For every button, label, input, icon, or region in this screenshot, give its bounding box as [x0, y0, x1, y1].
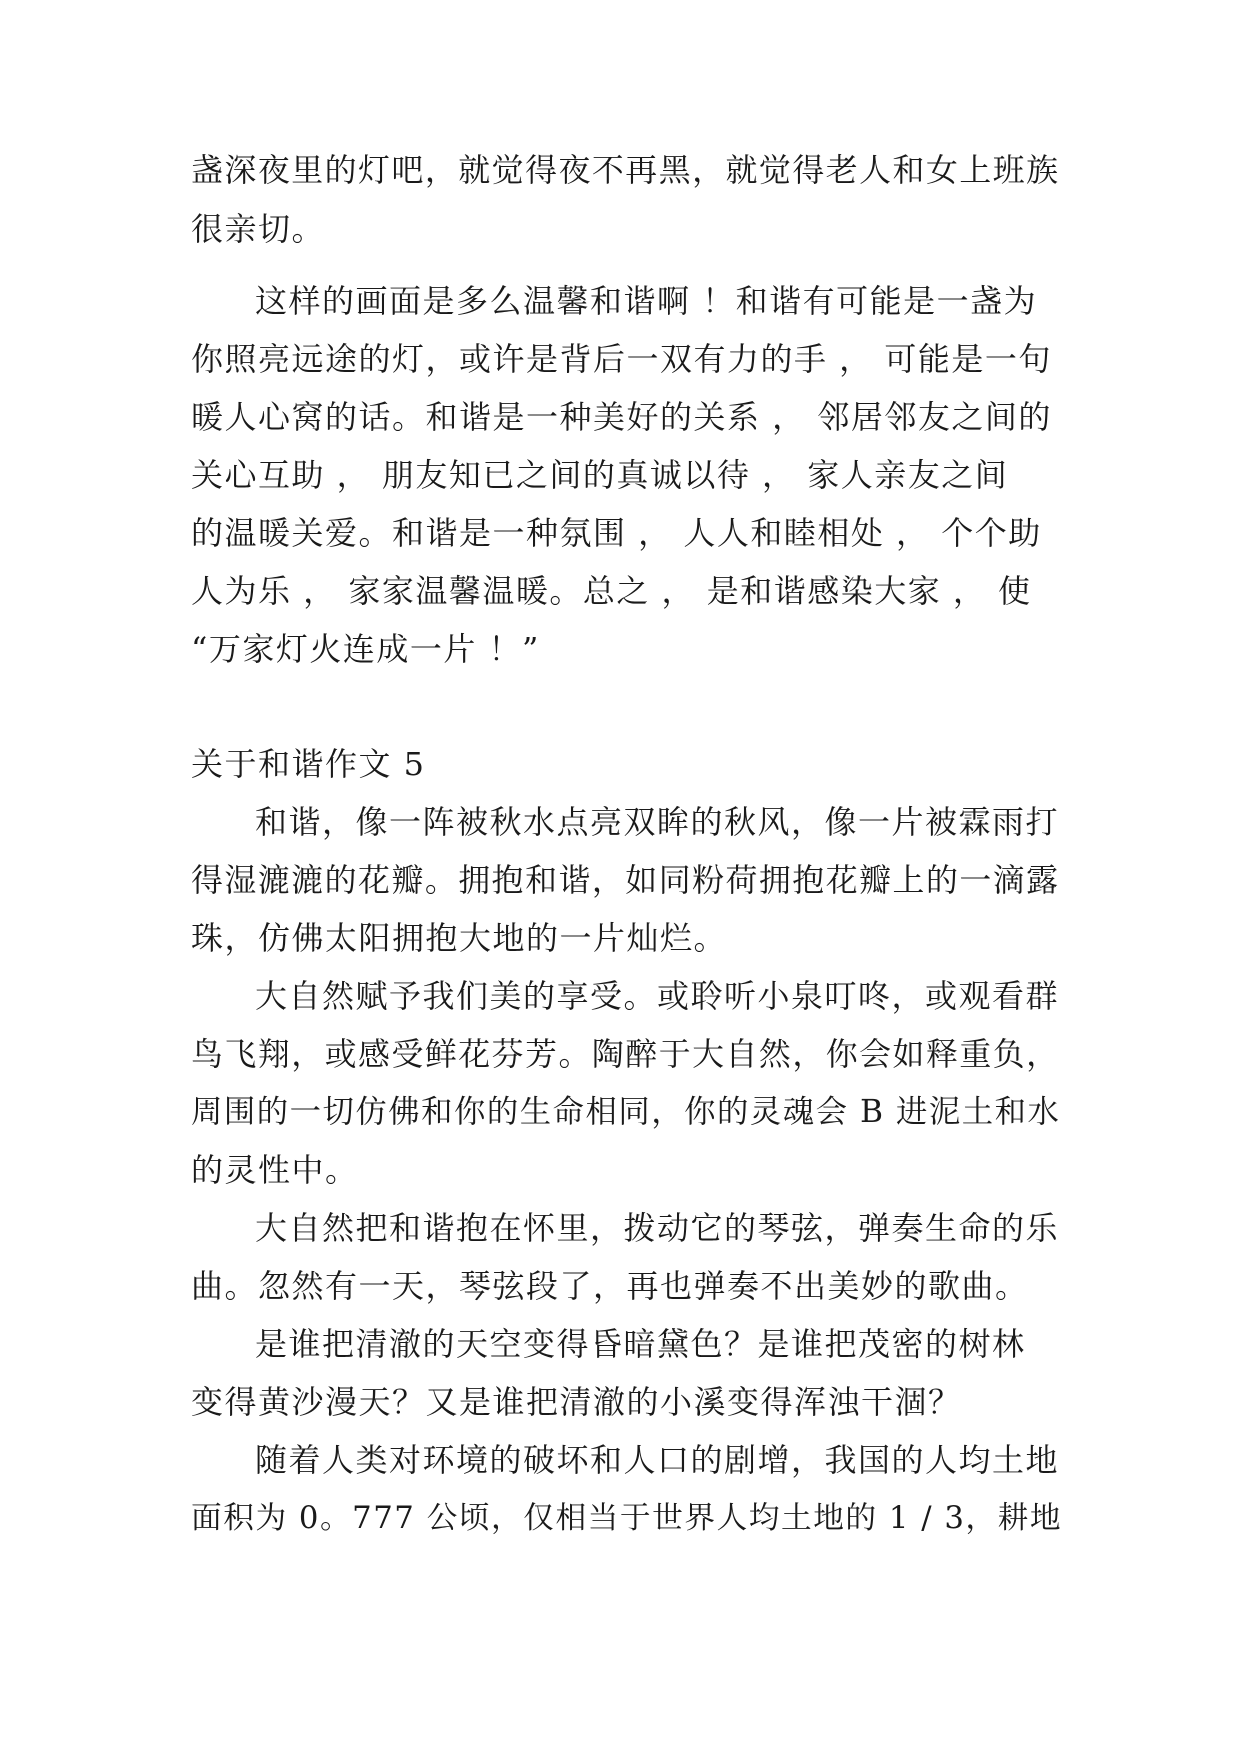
text-line: 暖人心窝的话。和谐是一种美好的关系 ， 邻居邻友之间的: [191, 398, 1052, 436]
paragraph-line: 大自然把和谐抱在怀里，拨动它的琴弦，弹奏生命的乐: [255, 1209, 1060, 1247]
text-line: 的温暖关爱。和谐是一种氛围 ， 人人和睦相处 ， 个个助: [191, 514, 1042, 552]
text-line: 面积为 0。777 公顷，仅相当于世界人均土地的 1 / 3，耕地: [191, 1500, 1063, 1536]
text-line: 变得黄沙漫天？又是谁把清澈的小溪变得浑浊干涸？: [191, 1383, 962, 1421]
text-line: 周围的一切仿佛和你的生命相同，你的灵魂会 B 进泥土和水: [191, 1094, 1061, 1130]
text-line: “万家灯火连成一片 ！”: [191, 630, 540, 668]
text-line: 曲。忽然有一天，琴弦段了，再也弹奏不出美妙的歌曲。: [191, 1267, 1029, 1305]
text-line: 盏深夜里的灯吧，就觉得夜不再黑，就觉得老人和女上班族: [191, 151, 1060, 189]
paragraph-line: 和谐，像一阵被秋水点亮双眸的秋风，像一片被霖雨打: [255, 803, 1060, 841]
text-line: 你照亮远途的灯，或许是背后一双有力的手 ， 可能是一句: [191, 340, 1052, 378]
text-line: 很亲切。: [191, 210, 326, 248]
paragraph-line: 这样的画面是多么温馨和谐啊 ！和谐有可能是一盏为: [255, 282, 1038, 320]
section-heading: 关于和谐作文 5: [191, 745, 426, 783]
text-line: 的灵性中。: [191, 1151, 359, 1189]
text-line: 得湿漉漉的花瓣。拥抱和谐，如同粉荷拥抱花瓣上的一滴露: [191, 861, 1060, 899]
text-line: 关心互助 ， 朋友知已之间的真诚以待 ， 家人亲友之间: [191, 456, 1009, 494]
paragraph-line: 大自然赋予我们美的享受。或聆听小泉叮咚，或观看群: [255, 977, 1060, 1015]
text-line: 人为乐 ， 家家温馨温暖。总之 ， 是和谐感染大家 ， 使: [191, 572, 1032, 610]
text-line: 鸟飞翔，或感受鲜花芬芳。陶醉于大自然，你会如释重负，: [191, 1035, 1060, 1073]
text-line: 珠，仿佛太阳拥抱大地的一片灿烂。: [191, 919, 728, 957]
paragraph-line: 随着人类对环境的破坏和人口的剧增，我国的人均土地: [255, 1441, 1060, 1479]
paragraph-line: 是谁把清澈的天空变得昏暗黛色？是谁把茂密的树林: [255, 1325, 1026, 1363]
